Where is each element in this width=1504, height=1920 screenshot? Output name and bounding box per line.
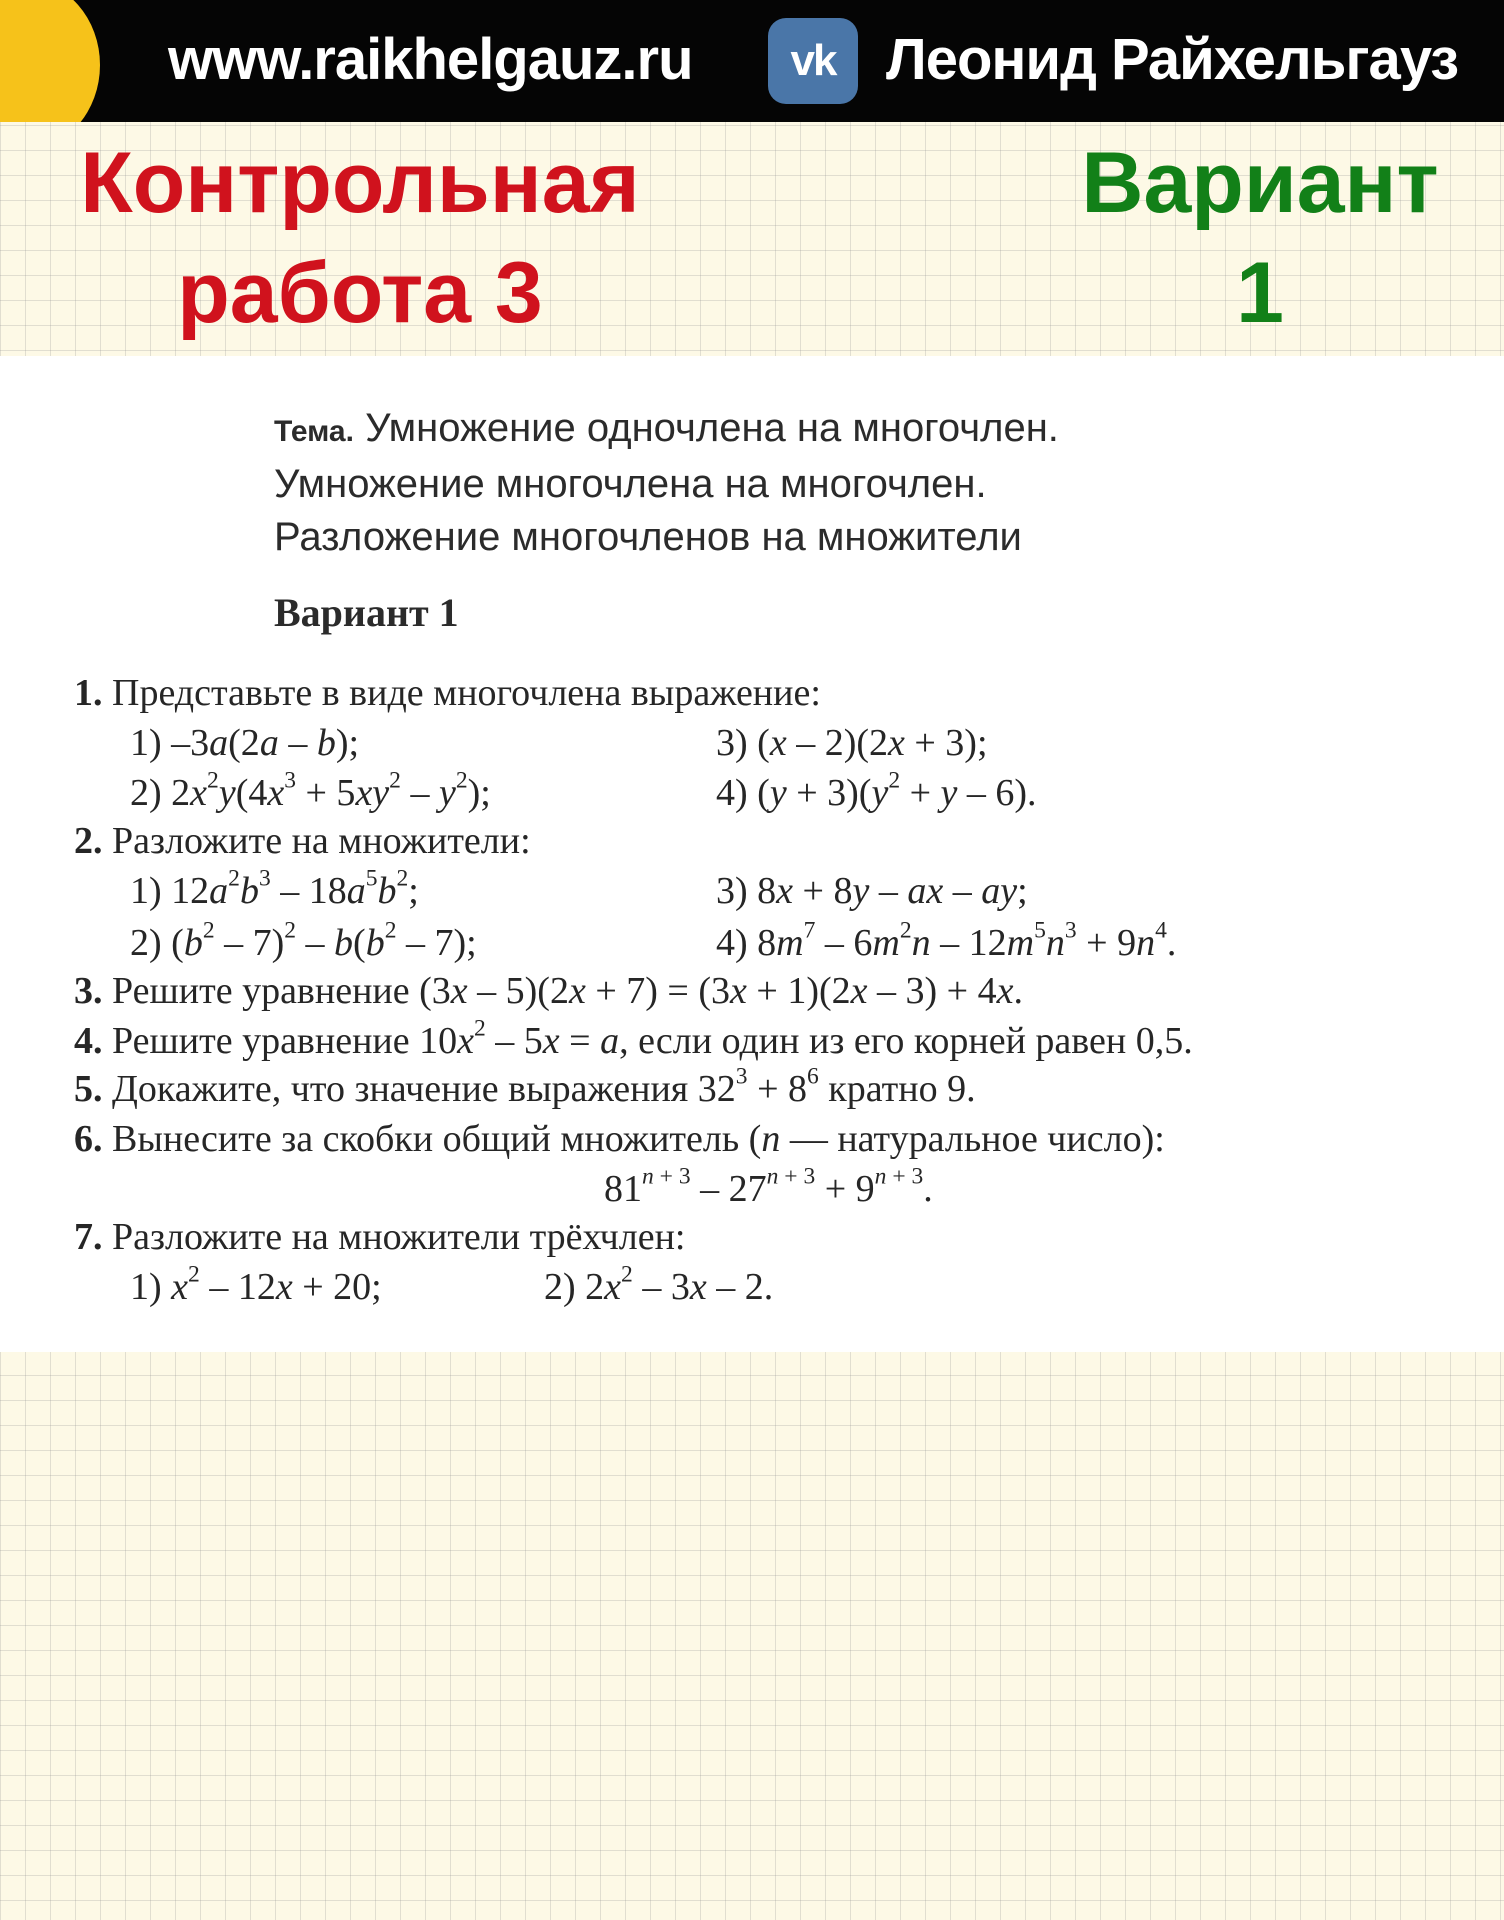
task-1-item-2: 2) $2x^2y(4x^3 + 5xy^2 - y^2)$; <box>130 767 491 814</box>
task-2-item-1: 1) $12a^2b^3 - 18a^5b^2$; <box>130 865 419 912</box>
variant-title-number: 1 <box>1236 245 1284 341</box>
site-url: www.raikhelgauz.ru <box>168 27 693 92</box>
test-title-line2: работа 3 <box>177 245 543 341</box>
variant-title-label: Вариант <box>1081 135 1439 231</box>
task-7 <box>74 1212 685 1262</box>
task-6: 6. Вынесите за скобки общий множитель (n — натуральное число): <box>74 1118 1165 1160</box>
task-number: 6. <box>74 1118 103 1160</box>
task-text: Вынесите за скобки общий множитель ( <box>112 1118 762 1160</box>
test-title-line1: Контрольная <box>80 135 640 231</box>
task-tail: — натуральное число): <box>780 1118 1165 1160</box>
header-bar <box>0 0 1504 122</box>
task-tail: кратно 9. <box>828 1068 976 1110</box>
task-number: 3. <box>74 970 103 1012</box>
task-number: 4. <box>74 1020 103 1062</box>
task-text: Разложите на множители: <box>112 820 531 862</box>
author-name: Леонид Райхельгауз <box>886 27 1459 92</box>
task-condition: если один из его корней равен 0,5. <box>638 1020 1193 1062</box>
topic-line3: Разложение многочленов на множители <box>274 515 1022 559</box>
task-number: 1. <box>74 672 103 714</box>
task-1-item-1: 1) –3a(2a – b); <box>130 722 360 764</box>
task-2-item-4: 4) $8m^7 - 6m^2n - 12m^5n^3 + 9n^4$. <box>716 917 1177 964</box>
test-title <box>40 128 680 348</box>
task-7-item-2: 2) $2x^2 - 3x - 2$. <box>544 1261 774 1308</box>
task-number: 5. <box>74 1068 103 1110</box>
task-1 <box>74 668 821 718</box>
task-7-item-1: 1) $x^2 - 12x + 20$; <box>130 1261 382 1308</box>
task-text: Докажите, что значение выражения <box>112 1068 689 1110</box>
task-text: Решите уравнение <box>112 970 410 1012</box>
task-6-expression: $81^{n + 3} - 27^{n + 3} + 9^{n + 3}$. <box>604 1163 933 1210</box>
variant-heading: Вариант 1 <box>274 590 459 635</box>
task-1-item-3: 3) (x – 2)(2x + 3); <box>716 722 988 764</box>
task-5: 5. Докажите, что значение выражения $32^3 + 8^6$ кратно 9. <box>74 1063 976 1110</box>
topic-line1: Умножение одночлена на многочлен. <box>365 406 1059 450</box>
vk-icon: vk <box>768 18 858 104</box>
task-number: 2. <box>74 820 103 862</box>
task-4: 4. Решите уравнение $10x^2 - 5x = a$, если один из его корней равен 0,5. <box>74 1015 1193 1062</box>
variant-title <box>1040 128 1480 348</box>
worksheet-page <box>0 356 1504 1352</box>
task-2-item-2: 2) $(b^2 - 7)^2 - b(b^2 - 7)$; <box>130 917 477 964</box>
task-list <box>0 356 1504 1352</box>
task-text: Представьте в виде многочлена выражение: <box>112 672 821 714</box>
task-3: 3. Решите уравнение (3x – 5)(2x + 7) = (3x + 1)(2x – 3) + 4x. <box>74 970 1023 1012</box>
topic-line2: Умножение многочлена на многочлен. <box>274 462 987 506</box>
task-text: Решите уравнение <box>112 1020 410 1062</box>
task-text: Разложите на множители трёхчлен: <box>112 1216 686 1258</box>
task-number: 7. <box>74 1216 103 1258</box>
task-2-item-3: 3) 8x + 8y – ax – ay; <box>716 870 1028 912</box>
topic-label: Тема. <box>274 415 354 448</box>
task-1-item-4: 4) $(y + 3)(y^2 + y - 6)$. <box>716 767 1037 814</box>
yellow-corner-decoration <box>0 0 100 122</box>
task-2 <box>74 816 531 866</box>
